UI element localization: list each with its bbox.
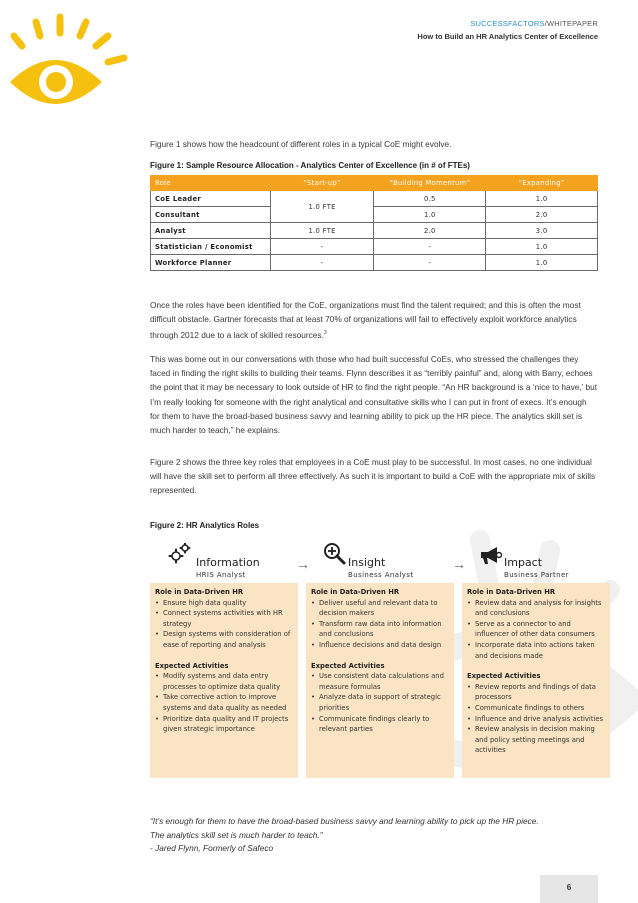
list-item: • Review data and analysis for insights and conclusions xyxy=(467,598,605,619)
brand-separator: / xyxy=(544,19,547,28)
role-box-insight xyxy=(306,583,454,778)
activity-list xyxy=(155,671,293,735)
brand-name: SUCCESSFACTORS xyxy=(470,19,545,28)
list-item: • Design systems with consideration of ease of reporting and analysis xyxy=(155,629,293,650)
col-header-role: Role xyxy=(151,176,271,191)
role-subtitle-insight: Business Analyst xyxy=(348,571,414,579)
row-role: Consultant xyxy=(151,207,271,223)
header-brand xyxy=(470,19,598,28)
box-heading: Expected Activities xyxy=(155,661,229,670)
list-item: • Modify systems and data entry processes to optimize data quality xyxy=(155,671,293,692)
list-item: • Take corrective action to improve systems and data quality as needed xyxy=(155,692,293,713)
cell-expanding: 1.0 xyxy=(486,239,598,255)
figure2-caption: Figure 2: HR Analytics Roles xyxy=(150,521,260,530)
cell-expanding: 1.0 xyxy=(486,191,598,207)
list-item: • Ensure high data quality xyxy=(155,598,293,609)
col-header-startup: “Start-up” xyxy=(270,176,374,191)
document-title: How to Build an HR Analytics Center of Excellence xyxy=(417,32,598,41)
list-item: • Use consistent data calculations and measure formulas xyxy=(311,671,449,692)
table-row xyxy=(151,255,598,271)
cell-expanding: 3.0 xyxy=(486,223,598,239)
cell-momentum: 0.5 xyxy=(374,191,486,207)
col-header-expanding: “Expanding” xyxy=(486,176,598,191)
figure1-caption: Figure 1: Sample Resource Allocation - Analytics Center of Excellence (in # of FTEs) xyxy=(150,161,470,170)
cell-startup: - xyxy=(270,255,374,271)
box-heading: Role in Data-Driven HR xyxy=(155,588,244,596)
magnifier-plus-icon xyxy=(322,541,348,565)
table-row xyxy=(151,223,598,239)
role-title-impact: Impact xyxy=(504,556,543,569)
row-role: CoE Leader xyxy=(151,191,271,207)
list-item: • Influence and drive analysis activities xyxy=(467,714,605,725)
activity-list xyxy=(467,682,605,756)
role-box-information xyxy=(150,583,298,778)
pull-quote xyxy=(150,815,598,856)
row-role: Workforce Planner xyxy=(151,255,271,271)
table-header-row xyxy=(151,176,598,191)
quote-line: The analytics skill set is much harder to teach.” xyxy=(150,829,323,840)
row-role: Analyst xyxy=(151,223,271,239)
cell-momentum: 2.0 xyxy=(374,223,486,239)
list-item: • Incorporate data into actions taken and decisions made xyxy=(467,640,605,661)
list-item: • Review reports and findings of data processors xyxy=(467,682,605,703)
cell-momentum: - xyxy=(374,255,486,271)
role-list xyxy=(155,598,293,651)
role-title-information: Information xyxy=(196,556,260,569)
list-item: • Transform raw data into information and conclusions xyxy=(311,619,449,640)
col-header-momentum: “Building Momentum” xyxy=(374,176,486,191)
page-number: 6 xyxy=(540,875,598,903)
cell-expanding: 2.0 xyxy=(486,207,598,223)
list-item: • Deliver useful and relevant data to decision makers xyxy=(311,598,449,619)
box-heading: Expected Activities xyxy=(311,661,385,670)
merged-startup-cell: 1.0 FTE xyxy=(270,191,374,223)
quote-attribution: - Jared Flynn, Formerly of Safeco xyxy=(150,843,274,853)
cell-momentum: - xyxy=(374,239,486,255)
paragraph-figure2-intro: Figure 2 shows the three key roles that employees in a CoE must play to be successful. In most cases, no one individual will have the skill set to perform all three effectively. As such it is important to build a CoE with the appropriate mix of skills represented. xyxy=(150,457,596,496)
activity-list xyxy=(311,671,449,735)
role-list xyxy=(311,598,449,651)
box-heading: Expected Activities xyxy=(467,672,541,681)
paragraph-conversations: This was borne out in our conversations with those who had built successful CoEs, who stressed the challenges they faced in finding the right skills to building their teams. Flynn describes it as “terribly painful” and, along with Barry, echoes the point that it may be necessary to look outside of HR to find the right people. “An HR background is a ‘nice to have,’ but I’m really looking for someone with the right analytical and consultative skills who I can put in front of execs. It’s enough for them to have the broad-based business savvy and learning ability to pick up the HR piece. The analytics skill set is much harder to teach,” he explains. xyxy=(150,354,598,436)
footnote-ref: 3 xyxy=(323,330,327,337)
cell-startup: 1.0 FTE xyxy=(270,223,374,239)
list-item: • Serve as a connector to and influencer of other data consumers xyxy=(467,619,605,640)
role-box-impact xyxy=(462,583,610,778)
gears-icon xyxy=(168,543,192,565)
megaphone-icon xyxy=(478,545,502,565)
list-item: • Review analysis in decision making and policy setting meetings and activities xyxy=(467,724,605,756)
table-row xyxy=(151,239,598,255)
list-item: • Communicate findings clearly to relevant parties xyxy=(311,714,449,735)
role-subtitle-impact: Business Partner xyxy=(504,571,569,579)
list-item: • Influence decisions and data design xyxy=(311,640,449,651)
arrow-icon: → xyxy=(452,556,466,572)
list-item: • Prioritize data quality and IT projects given strategic importance xyxy=(155,714,293,735)
role-title-insight: Insight xyxy=(348,556,386,569)
list-item: • Analyze data in support of strategic priorities xyxy=(311,692,449,713)
paragraph-talent xyxy=(150,298,598,342)
role-subtitle-information: HRIS Analyst xyxy=(196,571,246,579)
box-heading: Role in Data-Driven HR xyxy=(311,588,400,596)
intro-paragraph: Figure 1 shows how the headcount of different roles in a typical CoE might evolve. xyxy=(150,139,452,149)
cell-momentum: 1.0 xyxy=(374,207,486,223)
brand-doc-type: WHITEPAPER xyxy=(546,19,598,28)
box-heading: Role in Data-Driven HR xyxy=(467,588,556,596)
paragraph-talent-text: Once the roles have been identified for the CoE, organizations must find the talent required; and this is often the most difficult obstacle. Gartner forecasts that at least 70% of organizations will fail to effectively exploit workforce analytics through 2012 due to a lack of skilled resources. xyxy=(150,300,581,341)
cell-expanding: 1.0 xyxy=(486,255,598,271)
role-list xyxy=(467,598,605,662)
quote-line: “It’s enough for them to have the broad-based business savvy and learning ability to pick up the HR piece. xyxy=(150,816,539,826)
cell-startup: - xyxy=(270,239,374,255)
resource-allocation-table xyxy=(150,175,598,271)
eye-logo-icon xyxy=(0,0,140,125)
list-item: • Communicate findings to others xyxy=(467,703,605,714)
list-item: • Connect systems activities with HR strategy xyxy=(155,608,293,629)
arrow-icon: → xyxy=(296,556,310,572)
table-row xyxy=(151,207,598,223)
row-role: Statistician / Economist xyxy=(151,239,271,255)
table-row xyxy=(151,191,598,207)
